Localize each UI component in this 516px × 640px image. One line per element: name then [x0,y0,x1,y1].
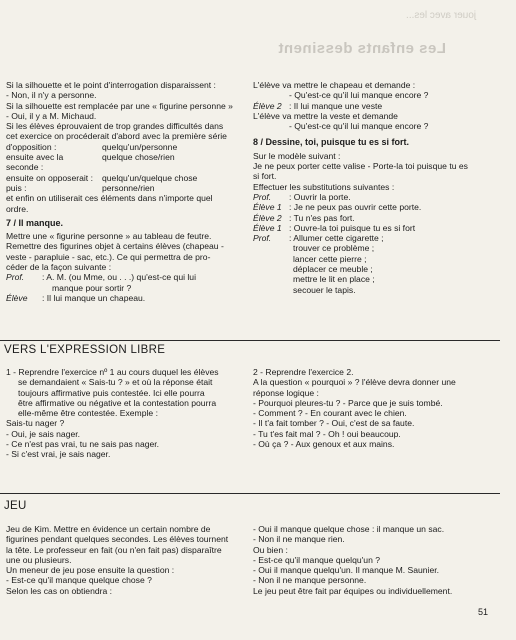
opposition-value: personne/rien [102,182,155,193]
text-line: - Où ça ? - Aux genoux et aux mains. [253,439,395,450]
opposition-label: puis : [6,182,27,193]
list-item: lancer cette pierre ; [293,253,367,264]
opposition-value: quelqu'un/quelque chose [102,172,198,183]
text-line: ordre. [6,203,29,214]
text-line: se demandaient « Sais-tu ? » et où la réponse était [18,377,213,388]
text-line: - Oui il manque quelque chose : il manque un sac. [253,524,445,534]
speaker-text: : Tu n'es pas fort. [289,212,355,223]
list-item: déplacer ce meuble ; [293,264,373,275]
text-line: Ou bien : [253,544,288,555]
text-line: - Oui, il y a M. Michaud. [6,110,97,121]
text-line: Selon les cas on obtiendra : [6,585,113,596]
list-item: mettre le lit en place ; [293,274,375,285]
right-column-top [253,80,498,295]
speaker-label: Élève 2 [253,212,282,223]
text-line: - Pourquoi pleures-tu ? - Parce que je suis tombé. [253,397,443,408]
text-line: la tête. Le professeur en fait (ou n'en fait pas) disparaître [6,544,222,555]
text-line: Si la silhouette et le point d'interrogation disparaissent : [6,80,216,90]
dialog-line [253,202,498,212]
text-line: elle-même être contestée. Exemple : [18,408,158,419]
bleed-through-top-text: jouer avec les... [405,10,476,21]
text-line: et enfin on utiliserait ces éléments dans n'importe quel [6,193,213,204]
text-line: Sais-tu nager ? [6,418,65,429]
text-line: Le jeu peut être fait par équipes ou individuellement. [253,585,453,596]
text-line: - Non il ne manque rien. [253,534,345,545]
right-column-middle [253,367,498,449]
text-line: Je ne peux porter cette valise - Porte-la toi puisque tu es [253,161,468,172]
opposition-label: ensuite on opposerait : [6,172,93,183]
speaker-text: : Allumer cette cigarette ; [289,233,384,244]
list-item: secouer le tapis. [293,284,356,295]
text-line: - Tu t'es fait mal ? - Oh ! oui beaucoup. [253,428,401,439]
text-line: - Comment ? - En courant avec le chien. [253,408,407,419]
speaker-label: Prof. [253,233,272,244]
opposition-value: quelque chose/rien [102,152,175,163]
page-number: 51 [478,607,489,617]
left-column-top [6,80,242,303]
list-item: trouver ce problème ; [293,243,375,254]
speaker-label: Élève [6,292,28,303]
speaker-text: : Ouvrir la porte. [289,191,351,202]
dialog-line [6,272,242,282]
text-line: une ou plusieurs. [6,554,72,565]
text-line: Un meneur de jeu pose ensuite la question : [6,565,175,576]
speaker-label: Élève 1 [253,202,282,213]
text-line: - Oui, je sais nager. [6,428,81,439]
text-line: veste - parapluie - sac, etc.). Ce qui permettra de pro- [6,251,211,262]
text-line: céder de la façon suivante : [6,262,112,273]
opposition-label: d'opposition : [6,141,57,152]
text-line: - Est-ce qu'il manque quelque chose ? [6,575,152,586]
text-line: A la question « pourquoi » ? l'élève devra donner une [253,377,456,388]
dialog-line [253,213,498,223]
text-line: - Non il ne manque personne. [253,575,367,586]
text-line: réponse logique : [253,387,319,398]
text-line: - Non, il n'y a personne. [6,90,97,101]
speaker-text: : Il lui manque une veste [289,100,383,111]
speaker-text: : A. M. (ou Mme, ou . . .) qu'est-ce qui lui [42,272,196,283]
opposition-value: quelqu'un/personne [102,141,178,152]
dialog-line [253,223,498,233]
text-line: Mettre une « figurine personne » au tableau de feutre. [6,231,212,242]
section-title-vers-expression-libre: VERS L'EXPRESSION LIBRE [4,344,166,356]
text-line: cet exercice on procéderait d'abord avec la première série [6,131,227,142]
dialog-line [253,101,498,111]
left-column-bottom [6,524,242,596]
dialog-line [253,233,498,243]
text-line: manque pour sortir ? [52,282,132,293]
opposition-label: ensuite avec la seconde : [6,152,64,173]
text-line: figurines pendant quelques secondes. Les élèves tournent [6,534,229,545]
text-line: Si la silhouette est remplacée par une « figurine personne » [6,100,233,111]
text-line: être affirmative ou négative et la contestation pourra [18,397,217,408]
text-line: - Est-ce qu'il manque quelqu'un ? [253,554,381,565]
section-divider [0,493,500,494]
speaker-text: : Je ne peux pas ouvrir cette porte. [289,202,422,213]
speaker-text: : Ouvre-la toi puisque tu es si fort [289,222,416,233]
text-line: - Il t'a fait tomber ? - Oui, c'est de sa faute. [253,418,415,429]
text-line: 1 - Reprendre l'exercice nº 1 au cours duquel les élèves [6,367,219,377]
dialog-line [253,192,498,202]
right-column-bottom [253,524,498,596]
text-line: Si les élèves éprouvaient de trop grandes difficultés dans [6,121,224,132]
text-line: - Oui il manque quelqu'un. Il manque M. Saunier. [253,565,440,576]
text-line: Effectuer les substitutions suivantes : [253,181,395,192]
text-line: 2 - Reprendre l'exercice 2. [253,367,354,377]
text-line: L'élève va mettre la veste et demande [253,110,398,121]
speaker-label: Prof. [6,272,25,283]
text-line: Sur le modèle suivant : [253,150,341,161]
text-line: - Si c'est vrai, je sais nager. [6,449,111,460]
opposition-table [6,142,242,193]
speaker-label: Prof. [253,191,272,202]
text-line: - Qu'est-ce qu'il lui manque encore ? [289,121,429,132]
exercise-7-heading: 7 / Il manque. [6,217,64,228]
speaker-text: : Il lui manque un chapeau. [42,292,146,303]
dialog-line [6,293,242,303]
exercise-8-heading: 8 / Dessine, toi, puisque tu es si fort. [253,137,410,148]
text-line: Jeu de Kim. Mettre en évidence un certain nombre de [6,524,211,534]
speaker-label: Élève 2 [253,100,282,111]
text-line: - Ce n'est pas vrai, tu ne sais pas nager. [6,439,160,450]
text-line: Remettre des figurines objet à certains élèves (chapeau - [6,241,224,252]
speaker-label: Élève 1 [253,222,282,233]
text-line: si fort. [253,171,277,182]
text-line: toujours affirmative puis contestée. Ici elle pourra [18,387,205,398]
section-divider [0,340,500,341]
text-line: L'élève va mettre le chapeau et demande : [253,80,416,90]
bleed-through-heading: Les enfants dessinent [277,40,446,57]
section-title-jeu: JEU [4,500,27,512]
left-column-middle [6,367,242,460]
text-line: - Qu'est-ce qu'il lui manque encore ? [289,90,429,101]
